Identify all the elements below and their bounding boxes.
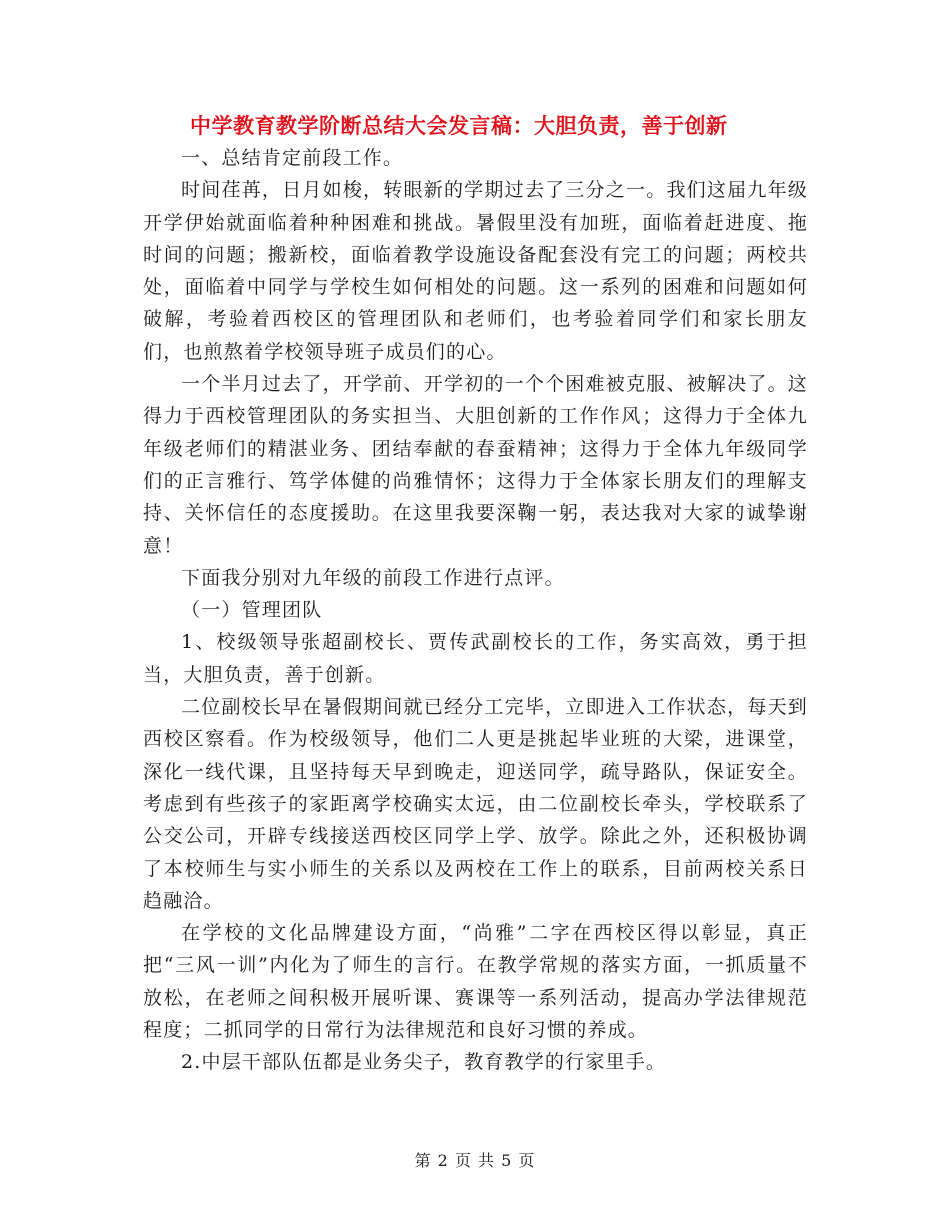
paragraph: 二位副校长早在暑假期间就已经分工完毕，立即进入工作状态，每天到西校区察看。作为校级领导，他们二人更是挑起毕业班的大梁，进课堂，深化一线代课，且坚持每天早到晚走，迎送同学，疏导路队，保证安全。考虑到有些孩子的家距离学校确实太远，由二位副校长牵头，学校联系了公交公司，开辟专线接送西校区同学上学、放学。除此之外，还积极协调了本校师生与实小师生的关系以及两校在工作上的联系，目前两校关系日趋融洽。 [143, 696, 808, 912]
paragraph: 下面我分别对九年级的前段工作进行点评。 [181, 566, 565, 589]
document-body [143, 142, 808, 1079]
section-heading: 一、总结肯定前段工作。 [181, 147, 404, 169]
document-title: 中学教育教学阶断总结大会发言稿：大胆负责，善于创新 [190, 113, 728, 138]
paragraph: 时间荏苒，日月如梭，转眼新的学期过去了三分之一。我们这届九年级开学伊始就面临着种种困难和挑战。暑假里没有加班，面临着赶进度、拖时间的问题；搬新校，面临着教学设施设备配套没有完工的问题；两校共处，面临着中同学与学校生如何相处的问题。这一系列的困难和问题如何破解，考验着西校区的管理团队和老师们，也考验着同学们和家长朋友们，也煎熬着学校领导班子成员们的心。 [143, 179, 808, 363]
paragraph: 一个半月过去了，开学前、开学初的一个个困难被克服、被解决了。这得力于西校管理团队的务实担当、大胆创新的工作作风；这得力于全体九年级老师们的精湛业务、团结奉献的春蚕精神；这得力于全体九年级同学们的正言雅行、笃学体健的尚雅情怀；这得力于全体家长朋友们的理解支持、关怀信任的态度援助。在这里我要深鞠一躬，表达我对大家的诚挚谢意！ [143, 373, 808, 557]
subsection-heading: （一）管理团队 [181, 599, 323, 622]
paragraph: 在学校的文化品牌建设方面，“尚雅”二字在西校区得以彰显，真正把“三风一训”内化为了师生的言行。在教学常规的落实方面，一抓质量不放松，在老师之间积极开展听课、赛课等一系列活动，提高办学法律规范程度；二抓同学的日常行为法律规范和良好习惯的养成。 [143, 922, 808, 1042]
page-number-footer: 第 2 页 共 5 页 [414, 1151, 536, 1170]
paragraph: 2.中层干部队伍都是业务尖子，教育教学的行家里手。 [181, 1051, 667, 1074]
paragraph: 1、校级领导张超副校长、贾传武副校长的工作，务实高效，勇于担当，大胆负责，善于创新。 [143, 631, 808, 686]
